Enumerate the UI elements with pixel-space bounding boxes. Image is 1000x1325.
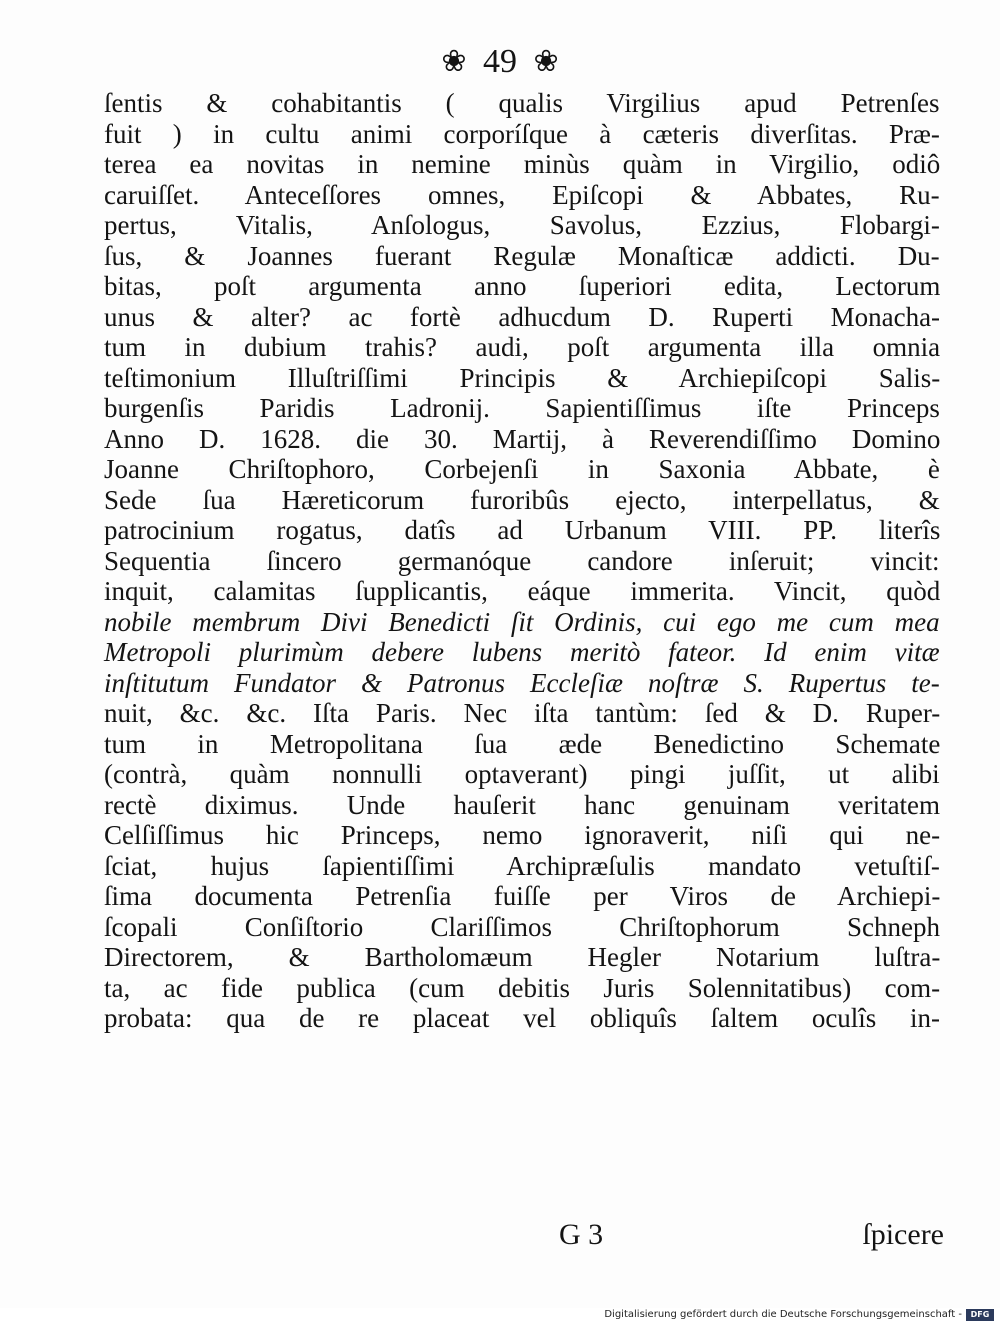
text-line: probata: qua de re placeat vel obliquîs ſaltem oculîs in- [104,1003,941,1033]
ornament-left-icon: ❀ [441,45,467,79]
text-line: bitas, poſt argumenta anno ſuperiori edita, Lectorum [104,271,941,301]
page-footer [104,1218,944,1258]
text-line: Directorem, & Bartholomæum Hegler Notarium luſtra- [104,942,941,972]
text-line: patrocinium rogatus, datîs ad Urbanum VIII. PP. literîs [104,515,941,545]
text-line: Anno D. 1628. die 30. Martij, à Reverendiſſimo Domino [104,423,941,454]
text-line: fuit ) in cultu animi corporíſque à cæteris diverſitas. Præ- [104,118,940,149]
text-line: Sequentia ſincero germanóque candore inſeruit; vincit: [104,545,940,576]
text-line: (contrà, quàm nonnulli optaverant) pingi juſſit, ut alibi [104,759,940,789]
text-line: Celſiſſimus hic Princeps, nemo ignoraverit, niſi qui ne- [104,820,941,850]
text-line: terea ea novitas in nemine minùs quàm in Virgilio, odiô [104,149,941,179]
text-line: pertus, Vitalis, Anſologus, Savolus, Ezzius, Flobargi- [104,210,940,240]
text-line: ſus, & Joannes fuerant Regulæ Monaſticæ addicti. Du- [104,240,940,271]
text-line: ſcopali Conſiſtorio Clariſſimos Chriſtophorum Schneph [104,911,940,942]
text-line: ſima documenta Petrenſia fuiſſe per Viros de Archiepi- [104,881,941,911]
text-line: unus & alter? ac fortè adhucdum D. Ruperti Monacha- [104,301,941,332]
text-line: tum in dubium trahis? audi, poſt argumenta illa omnia [104,332,941,362]
text-line: inquit, calamitas ſupplicantis, eáque immerita. Vincit, quòd [104,576,941,606]
body-text [104,88,940,1034]
ornament-right-icon: ❀ [533,45,559,79]
text-line: ta, ac fide publica (cum debitis Juris Solennitatibus) com- [104,972,941,1003]
text-line: inſtitutum Fundator & Patronus Eccleſiæ noſtræ S. Rupertus te- [104,667,940,698]
text-line: ſentis & cohabitantis ( qualis Virgilius apud Petrenſes [104,88,940,118]
text-line: tum in Metropolitana ſua æde Benedictino Schemate [104,728,941,759]
text-line: burgenſis Paridis Ladronij. Sapientiſſimus iſte Princeps [104,393,940,423]
text-line: teſtimonium Illuſtriſſimi Principis & Archiepiſcopi Salis- [104,362,941,393]
text-line: rectè diximus. Unde hauſerit hanc genuinam veritatem [104,789,941,820]
text-line: Metropoli plurimùm debere lubens meritò fateor. Id enim vitæ [104,637,940,667]
dfg-logo: DFG [966,1309,994,1321]
text-line: Joanne Chriſtophoro, Corbejenſi in Saxonia Abbate, è [104,454,940,484]
catchword: ſpicere [862,1218,944,1251]
text-line: Sede ſua Hæreticorum furoribûs ejecto, interpellatus, & [104,484,940,515]
text-line: caruiſſet. Anteceſſores omnes, Epiſcopi & Abbates, Ru- [104,179,940,210]
digitization-credit: Digitalisierung gefördert durch die Deutsche Forschungsgemeinschaft - [604,1309,962,1320]
text-line: nuit, &c. &c. Iſta Paris. Nec iſta tantùm: ſed & D. Ruper- [104,698,941,728]
page-header [0,40,1000,82]
page-number: 49 [483,43,517,81]
signature-mark: G 3 [559,1218,604,1251]
text-line: ſciat, hujus ſapientiſſimi Archipræſulis mandato vetuſtiſ- [104,850,940,881]
text-line: nobile membrum Divi Benedicti ſit Ordinis, cui ego me cum mea [104,606,940,637]
